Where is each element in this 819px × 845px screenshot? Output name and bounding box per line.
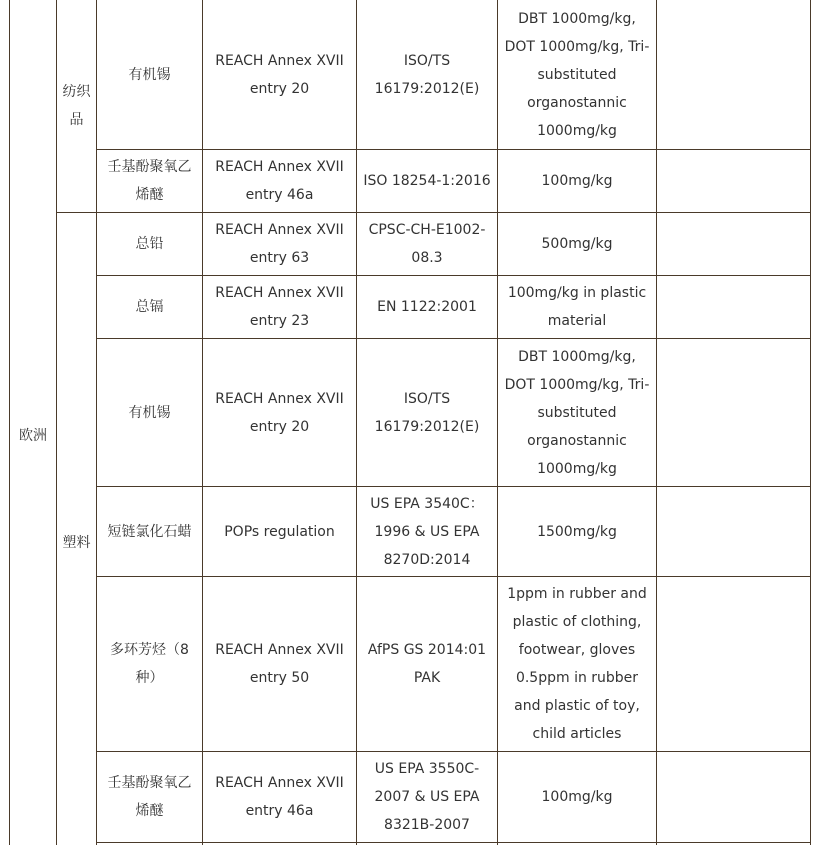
table-row <box>10 752 811 843</box>
substance-cell: 短链氯化石蜡 <box>97 487 203 577</box>
table-row <box>10 213 811 276</box>
category-label: 纺织品 <box>62 84 91 128</box>
method-cell: AfPS GS 2014:01 PAK <box>357 577 498 752</box>
regulation-table <box>9 0 811 845</box>
remark-cell <box>657 339 811 487</box>
limit-cell: 500mg/kg <box>498 213 657 276</box>
substance-cell: 壬基酚聚氧乙烯醚 <box>97 150 203 213</box>
limit-cell: DBT 1000mg/kg, DOT 1000mg/kg, Tri-substituted organostannic 1000mg/kg <box>498 0 657 150</box>
substance-cell: 壬基酚聚氧乙烯醚 <box>97 752 203 843</box>
method-cell: US EPA 3540C：1996 & US EPA 8270D:2014 <box>357 487 498 577</box>
table-row <box>10 276 811 339</box>
limit-cell: DBT 1000mg/kg, DOT 1000mg/kg, Tri-substituted organostannic 1000mg/kg <box>498 339 657 487</box>
category-label: 塑料 <box>62 534 91 551</box>
table-row <box>10 339 811 487</box>
method-cell: ISO/TS 16179:2012(E) <box>357 339 498 487</box>
remark-cell <box>657 213 811 276</box>
substance-cell: 多环芳烃（8种） <box>97 577 203 752</box>
substance-cell: 有机锡 <box>97 0 203 150</box>
regulation-cell: REACH Annex XVII entry 46a <box>203 752 357 843</box>
regulation-cell: REACH Annex XVII entry 63 <box>203 213 357 276</box>
regulation-cell: POPs regulation <box>203 487 357 577</box>
region-label: 欧洲 <box>19 428 47 444</box>
limit-cell: 100mg/kg <box>498 150 657 213</box>
region-cell <box>10 0 57 845</box>
substance-cell: 有机锡 <box>97 339 203 487</box>
remark-cell <box>657 487 811 577</box>
limit-cell: 1ppm in rubber and plastic of clothing, footwear, gloves 0.5ppm in rubber and plastic of toy, child articles <box>498 577 657 752</box>
limit-cell: 1500mg/kg <box>498 487 657 577</box>
category-cell <box>57 213 97 845</box>
remark-cell <box>657 577 811 752</box>
method-cell: US EPA 3550C-2007 & US EPA 8321B-2007 <box>357 752 498 843</box>
table-row <box>10 577 811 752</box>
category-cell <box>57 0 97 213</box>
regulation-cell: REACH Annex XVII entry 46a <box>203 150 357 213</box>
substance-cell: 总镉 <box>97 276 203 339</box>
table-row <box>10 487 811 577</box>
limit-cell: 100mg/kg in plastic material <box>498 276 657 339</box>
table-row <box>10 150 811 213</box>
substance-cell: 总铅 <box>97 213 203 276</box>
method-cell: ISO/TS 16179:2012(E) <box>357 0 498 150</box>
table-row <box>10 0 811 150</box>
regulation-cell: REACH Annex XVII entry 23 <box>203 276 357 339</box>
remark-cell <box>657 276 811 339</box>
limit-cell: 100mg/kg <box>498 752 657 843</box>
remark-cell <box>657 150 811 213</box>
remark-cell <box>657 752 811 843</box>
method-cell: EN 1122:2001 <box>357 276 498 339</box>
method-cell: CPSC-CH-E1002-08.3 <box>357 213 498 276</box>
regulation-cell: REACH Annex XVII entry 20 <box>203 339 357 487</box>
regulation-cell: REACH Annex XVII entry 20 <box>203 0 357 150</box>
method-cell: ISO 18254-1:2016 <box>357 150 498 213</box>
regulation-cell: REACH Annex XVII entry 50 <box>203 577 357 752</box>
remark-cell <box>657 0 811 150</box>
